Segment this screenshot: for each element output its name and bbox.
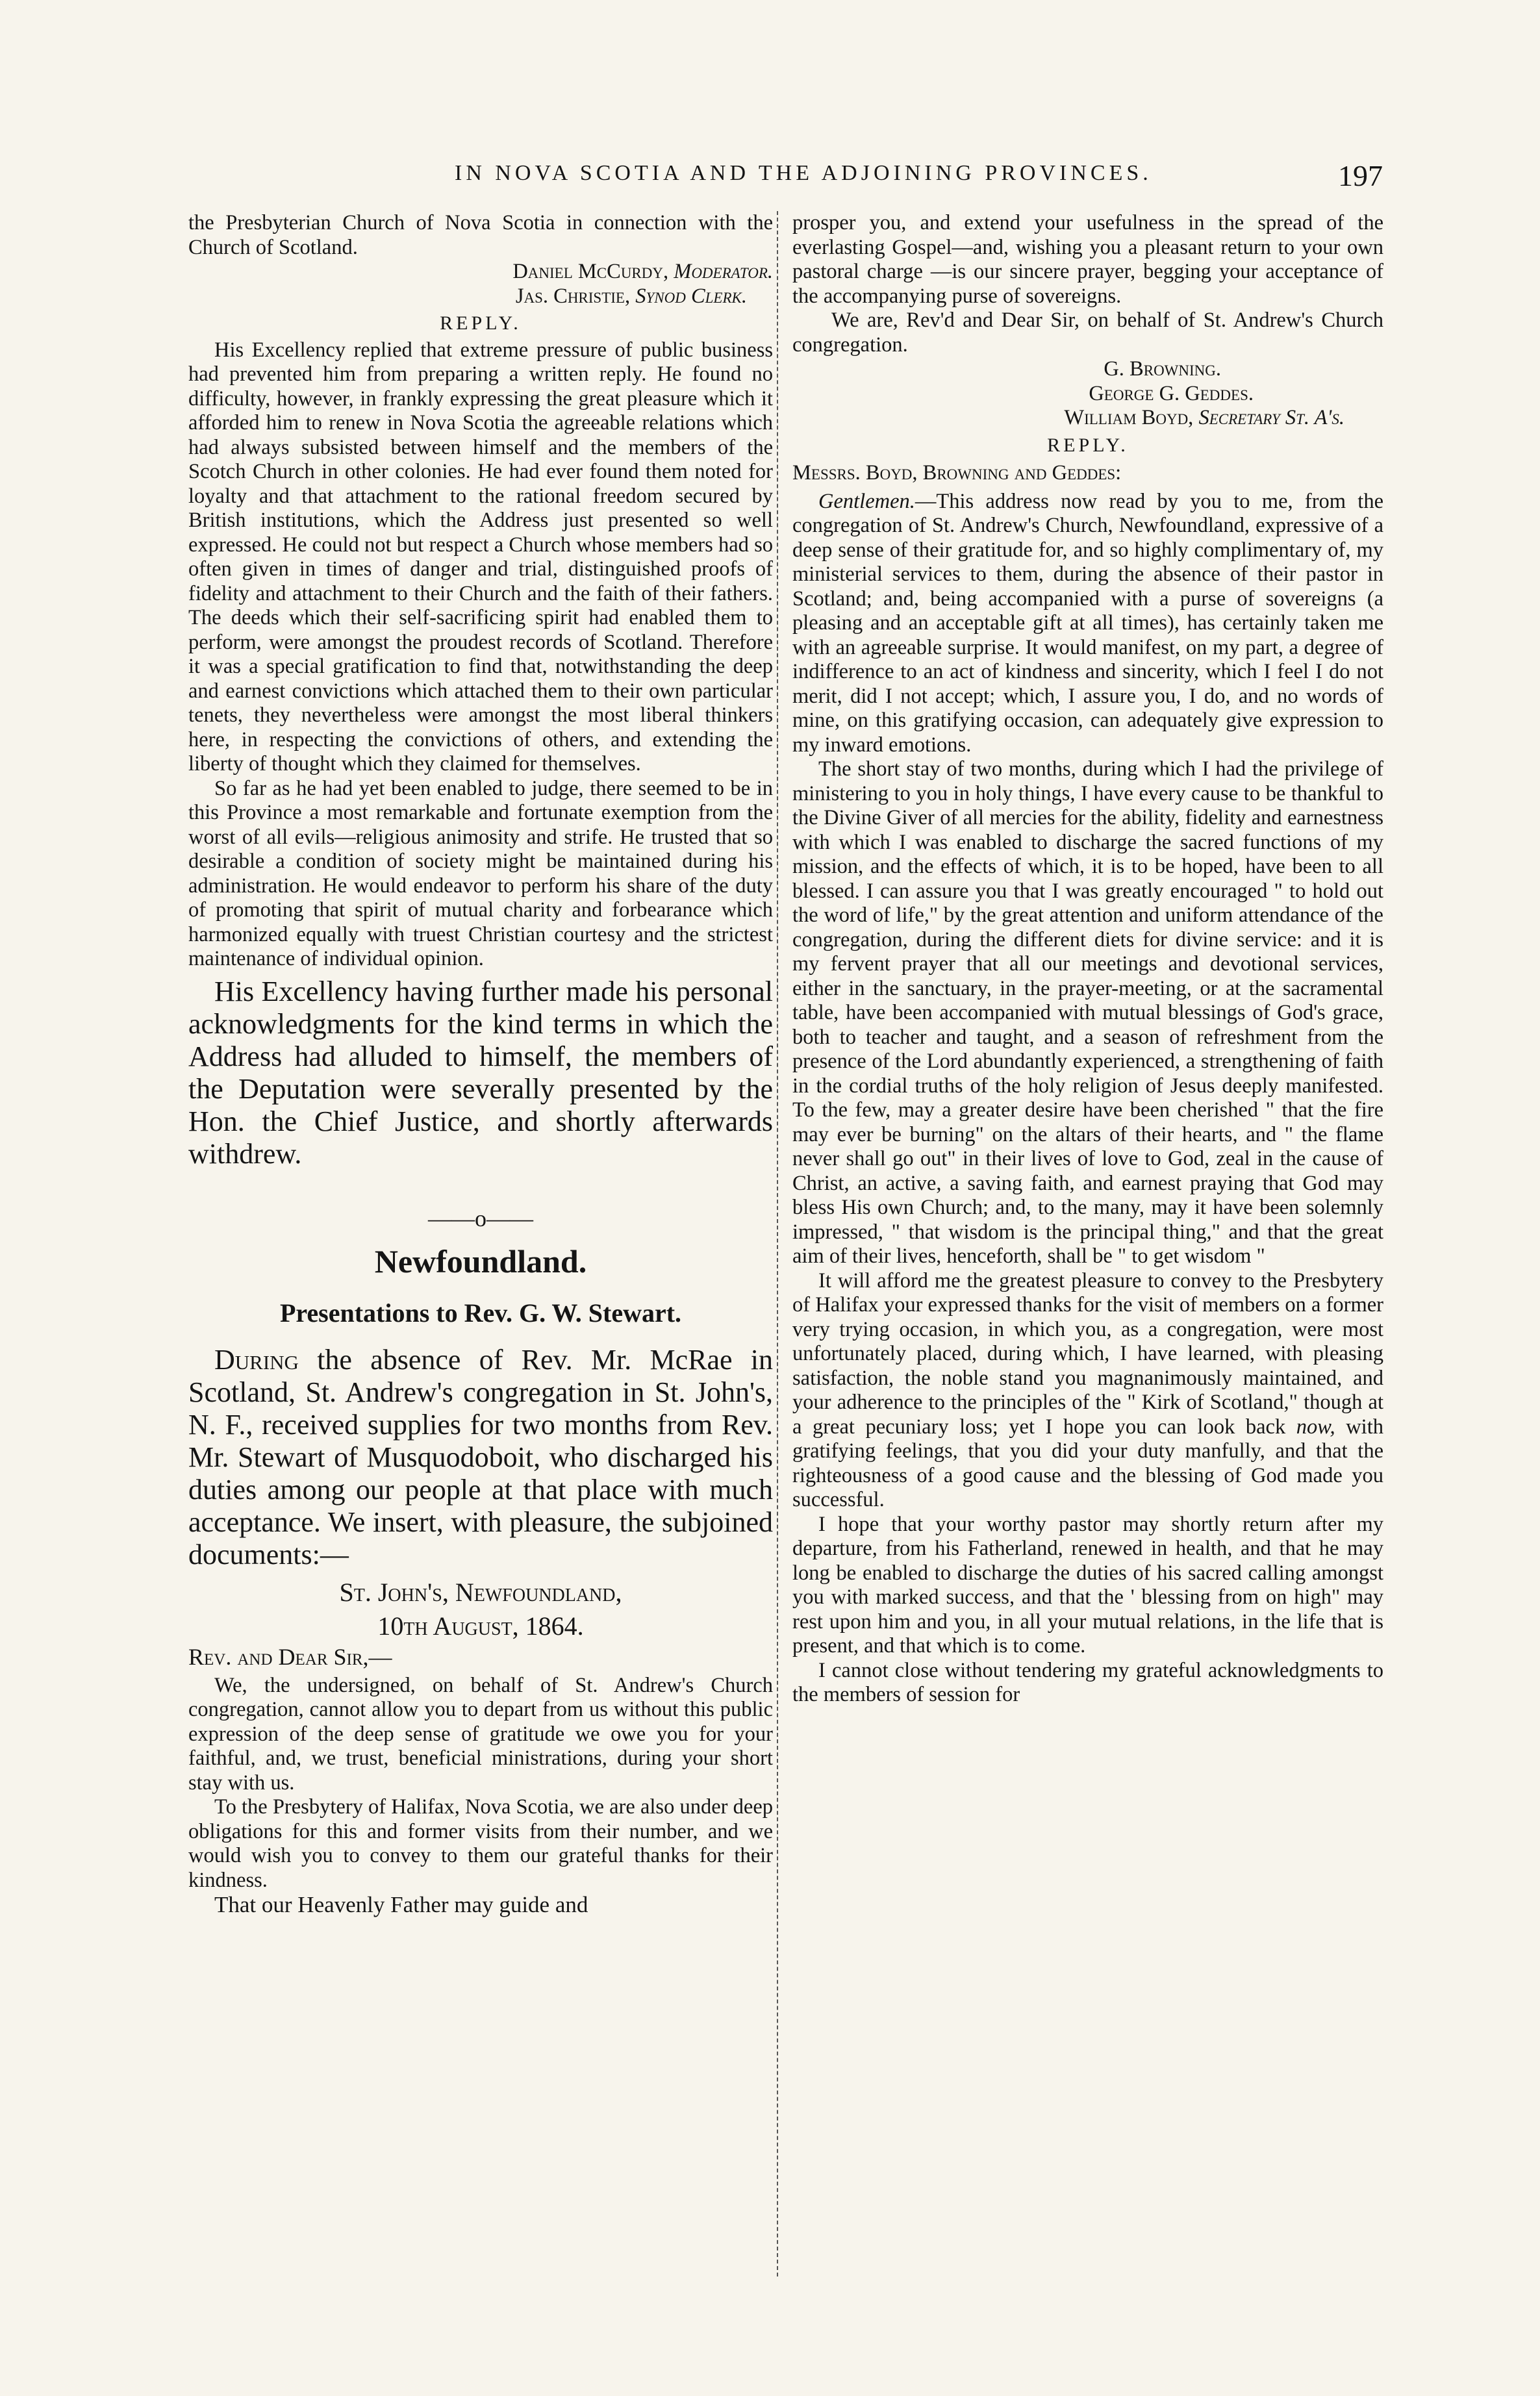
paragraph: His Excellency replied that extreme pressure of public business had prevented him from preparing a written reply. He found no difficulty, however, in frankly expressing the great pleasure which it afforded him to renew in Nova Scotia the agreeable relations which had always subsisted between himself and the members of the Scotch Church in other colonies. He had ever found them noted for loyalty and that attachment to the rational freedom secured by British institutions, which the Address just presented so well expressed. He could not but respect a Church whose members had so often given in times of danger and trial, distinguished proofs of fidelity and attachment to their Church and the faith of their fathers. The deeds which their self-sacrificing spirit had enabled them to perform, were amongst the proudest records of Scotland. Therefore it was a special gratification to find that, notwithstanding the deep and earnest convictions which attached them to their own particular tenets, they nevertheless were amongst the most liberal thinkers here, in respecting the convictions of others, and extending the liberty of thought which they claimed for themselves. bbox=[188, 338, 773, 776]
reply-heading: REPLY. bbox=[1047, 434, 1129, 456]
running-head: IN NOVA SCOTIA AND THE ADJOINING PROVINCES. bbox=[455, 161, 1152, 185]
paragraph: Gentlemen.—This address now read by you to me, from the congregation of St. Andrew's Church, Newfoundland, expressive of a deep sense of their gratitude for, and so highly complimentary of, my ministerial services to them, during the absence of their pastor in Scotland; and, being accompanied with a purse of sovereigns (a pleasing and an acceptable gift at all times), has certainly taken me with an agreeable surprise. It would manifest, on my part, a degree of indifference to an act of kindness and sincerity, which I feel I do not merit, did I not accept; which, I assure you, I do, and no words of mine, on this gratifying occasion, can adequately give expression to my inward emotions. bbox=[792, 489, 1383, 757]
right-column bbox=[792, 211, 1383, 1708]
paragraph: I cannot close without tendering my grateful acknowledgments to the members of session for bbox=[792, 1658, 1383, 1706]
signature: George G. Geddes. bbox=[1089, 381, 1254, 405]
separator: ——o—— bbox=[428, 1205, 533, 1231]
salutation: Rev. and Dear Sir,— bbox=[188, 1644, 392, 1670]
paragraph: The short stay of two months, during which I had the privilege of ministering to you in holy things, I have every cause to be thankful to the Divine Giver of all mercies for the ability, fidelity and earnestness with which I was enabled to discharge the sacred functions of my mission, and the effects of which, it is to be hoped, have been to all blessed. I can assure you that I was greatly encouraged " to hold out the word of life," by the great attention and uniform attendance of the congregation, during the different diets for divine service: and it is my fervent prayer that all our meetings and devotional services, either in the sanctuary, in the prayer-meeting, or at the sacramental table, have been accompanied with mutual blessings of God's grace, both to teacher and taught, and a season of refreshment from the presence of the Lord abundantly experienced, a strengthening of faith in the cordial truths of the holy religion of Jesus deeply manifested. To the few, may a greater desire have been cherished " that the fire may ever be burning" on the altars of their hearts, and " the flame never shall go out" in their lives of love to God, zeal in the cause of Christ, an active, a saving faith, and earnest praying that God may bless His own Church; and, to the many, may it have been solemnly impressed, " that wisdom is the principal thing," and that the great aim of their lives, henceforth, shall be " to get wisdom " bbox=[792, 757, 1383, 1268]
signature-secretary: William Boyd, Secretary St. A's. bbox=[1064, 406, 1344, 429]
paragraph: To the Presbytery of Halifax, Nova Scotia, we are also under deep obligations for this and former visits from their number, and we would wish you to convey to them our grateful thanks for their kindness. bbox=[188, 1795, 773, 1892]
article-title: Presentations to Rev. G. W. Stewart. bbox=[279, 1298, 682, 1328]
dateline-date: 10th August, 1864. bbox=[377, 1611, 584, 1641]
paragraph: So far as he had yet been enabled to judge, there seemed to be in this Province a most remarkable and fortunate exemption from the worst of all evils—religious animosity and strife. He trusted that so desirable a condition of society might be maintained during his administration. He would endeavor to perform his share of the duty of promoting that spirit of mutual charity and forbearance which harmonized equally with truest Christian courtesy and the strictest maintenance of individual opinion. bbox=[188, 776, 773, 970]
paragraph: During the absence of Rev. Mr. McRae in Scotland, St. Andrew's congregation in St. John's, N. F., received supplies for two months from Rev. Mr. Stewart of Musquodoboit, who discharged his duties among our people at that place with much acceptance. We insert, with pleasure, the subjoined documents:— bbox=[188, 1344, 773, 1570]
running-header bbox=[0, 161, 1540, 194]
paragraph: the Presbyterian Church of Nova Scotia in connection with the Church of Scotland. bbox=[188, 211, 773, 259]
section-title: Newfoundland. bbox=[374, 1243, 587, 1280]
signature-clerk: Jas. Christie, Synod Clerk. bbox=[515, 284, 747, 308]
paragraph: We are, Rev'd and Dear Sir, on behalf of St. Andrew's Church congregation. bbox=[792, 309, 1383, 357]
paragraph: We, the undersigned, on behalf of St. Andrew's Church congregation, cannot allow you to depart from us without this public expression of the deep sense of gratitude we owe you for your faithful, and, we trust, beneficial ministrations, during your short stay with us. bbox=[188, 1673, 773, 1795]
dateline: St. John's, Newfoundland, bbox=[339, 1578, 622, 1607]
paragraph: That our Heavenly Father may guide and bbox=[214, 1892, 588, 1917]
paragraph: prosper you, and extend your usefulness in the spread of the everlasting Gospel—and, wishing you a pleasant return to your own pastoral charge —is our sincere prayer, begging your acceptance of the accompanying purse of sovereigns. bbox=[792, 211, 1383, 308]
signature-moderator: Daniel McCurdy, Moderator. bbox=[512, 260, 773, 283]
paragraph: It will afford me the greatest pleasure to convey to the Presbytery of Halifax your expressed thanks for the visit of members on a former very trying occasion, in which you, as a congregation, were most unfortunately placed, during which, I have learned, with pleasing satisfaction, the noble stand you magnanimously maintained, and your adherence to the principles of the " Kirk of Scotland," though at a great pecuniary loss; yet I hope you can look back now, with gratifying feelings, that you did your duty manfully, and that the righteousness of a good cause and the blessing of God made you successful. bbox=[792, 1268, 1383, 1511]
paragraph: His Excellency having further made his personal acknowledgments for the kind terms in which the Address had alluded to himself, the members of the Deputation were severally presented by the Hon. the Chief Justice, and shortly afterwards withdrew. bbox=[188, 975, 773, 1170]
column-divider bbox=[777, 211, 778, 2276]
page-number: 197 bbox=[1338, 159, 1383, 192]
paragraph: I hope that your worthy pastor may shortly return after my departure, from his Fatherland, renewed in health, and that he may long be enabled to discharge the duties of his sacred calling amongst you with marked success, and that the ' blessing from on high" may rest upon him and you, in all your mutual relations, in the life that is present, and that which is to come. bbox=[792, 1512, 1383, 1658]
signature: G. Browning. bbox=[1104, 357, 1221, 381]
salutation: Messrs. Boyd, Browning and Geddes: bbox=[792, 461, 1122, 485]
left-column bbox=[188, 211, 773, 1917]
reply-heading: REPLY. bbox=[440, 312, 522, 334]
